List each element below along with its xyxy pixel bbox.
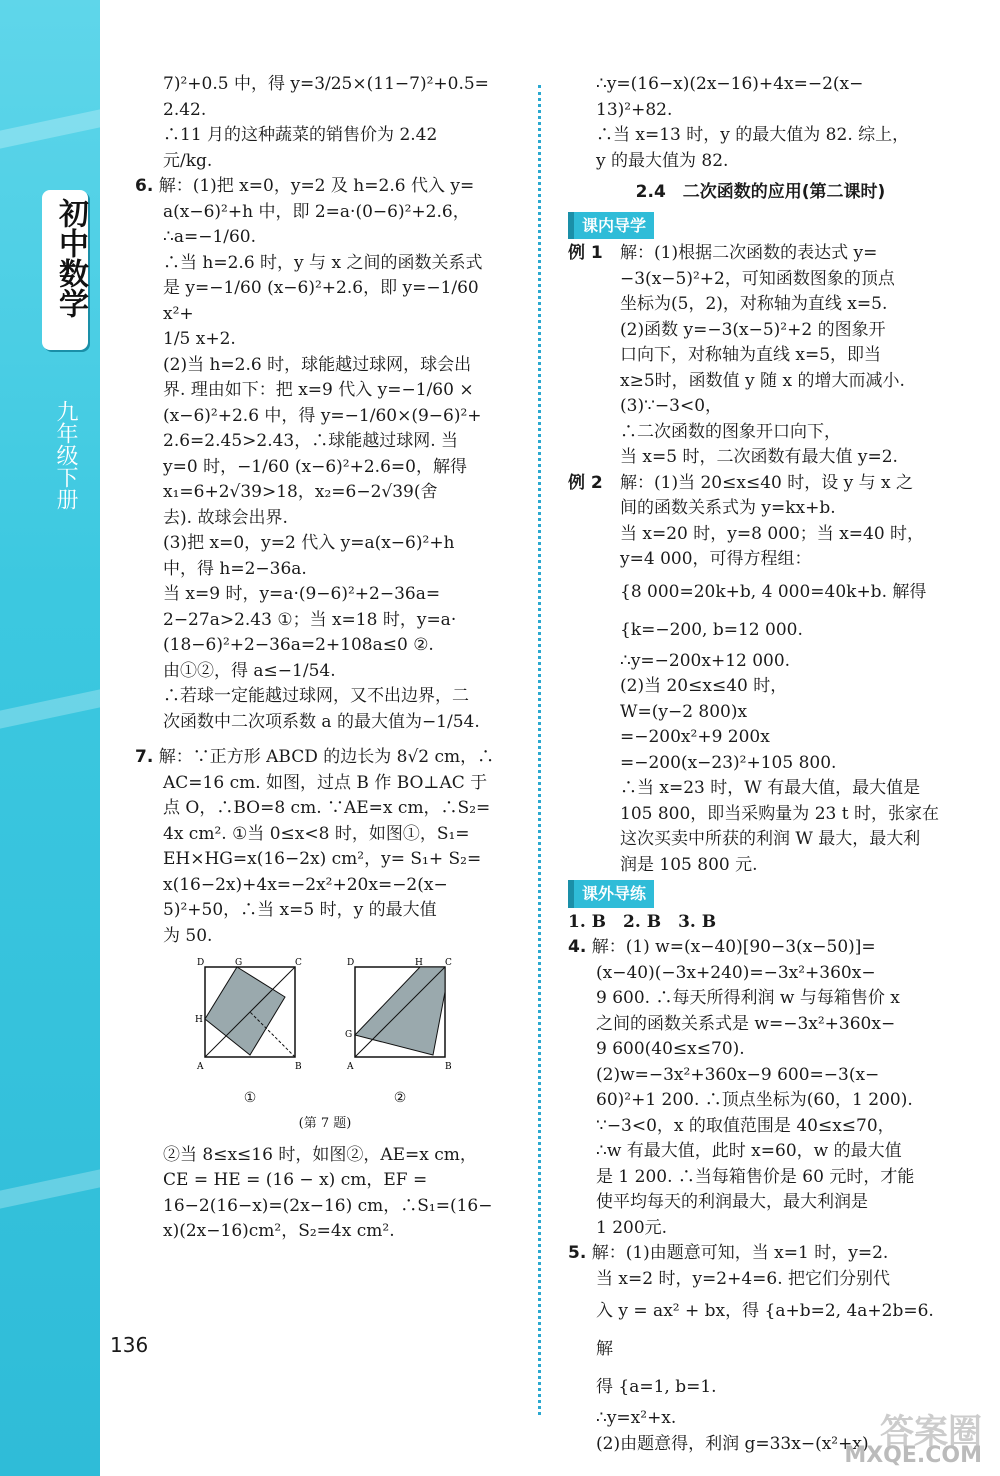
svg-text:D: D xyxy=(347,958,355,968)
text-line: 元/kg. xyxy=(163,150,213,171)
section-tag-homework: 课外导练 xyxy=(568,880,654,908)
text-line: (2)w=−3x²+360x−9 600=−3(x− xyxy=(596,1064,880,1085)
text-line: (2)由题意得，利润 g=33x−(x²+x) xyxy=(596,1433,869,1454)
book-title: 初中数学 xyxy=(53,198,88,318)
svg-text:G: G xyxy=(235,958,243,968)
text-line: 16−2(16−x)=(2x−16) cm，∴S₁=(16− xyxy=(163,1195,493,1216)
text-line: ∴y=x²+x. xyxy=(596,1408,677,1428)
text-line: =−200x²+9 200x xyxy=(620,727,770,747)
text-line: (3)把 x=0，y=2 代入 y=a(x−6)²+h xyxy=(163,533,455,553)
text-line: −3(x−5)²+2，可知函数图象的顶点 xyxy=(620,268,895,289)
text-line: 1/5 x+2. xyxy=(163,329,236,349)
text-line: (x−6)²+2.6 中，得 y=−1/60×(9−6)²+ xyxy=(163,405,482,426)
text-line: 2−27a>2.43 ①；当 x=18 时，y=a· xyxy=(163,609,457,630)
text-line: 之间的函数关系式是 w=−3x²+360x− xyxy=(596,1013,896,1034)
text-line: 点 O，∴BO=8 cm. ∵AE=x cm，∴S₂= xyxy=(163,798,491,818)
text-line: 润是 105 800 元. xyxy=(620,854,758,875)
text-line: {8 000=20k+b, 4 000=40k+b. 解得 {k=−200, b=12 000. xyxy=(620,581,927,640)
text-line: 解：(1)由题意可知，当 x=1 时，y=2. xyxy=(591,1243,889,1263)
text-line: 5)²+50，∴当 x=5 时，y 的最大值 xyxy=(163,900,437,920)
text-line: 解：(1) w=(x−40)[90−3(x−50)]= xyxy=(591,937,876,957)
watermark-logo: 答案圈 xyxy=(880,1412,982,1452)
text-line: x(16−2x)+4x=−2x²+20x=−2(x− xyxy=(163,874,448,895)
sidebar-stripe xyxy=(0,109,100,148)
text-line: 由①②，得 a≤−1/54. xyxy=(163,660,336,681)
text-line: 当 x=9 时，y=a·(9−6)²+2−36a= xyxy=(163,584,441,604)
text-line: 坐标为(5，2)，对称轴为直线 x=5. xyxy=(620,294,888,314)
text-line: ∴11 月的这种蔬菜的销售价为 2.42 xyxy=(163,125,438,145)
svg-text:B: B xyxy=(445,1062,452,1072)
text-line: =−200(x−23)²+105 800. xyxy=(620,752,837,773)
text-line: 解：(1)把 x=0，y=2 及 h=2.6 代入 y= xyxy=(158,176,475,196)
figure-caption: (第 7 题) xyxy=(298,1116,352,1131)
text-line: 当 x=2 时，y=2+4=6. 把它们分别代 xyxy=(596,1268,891,1289)
text-line: 是 1 200. ∴当每箱售价是 60 元时，才能 xyxy=(596,1166,915,1187)
text-line: ∴若球一定能越过球网，又不出边界，二 xyxy=(163,686,469,706)
svg-text:C: C xyxy=(295,958,302,968)
text-line: 当 x=5 时，二次函数有最大值 y=2. xyxy=(620,447,898,467)
svg-text:A: A xyxy=(197,1062,204,1072)
text-line: x₁=6+2√39>18，x₂=6−2√39(舍 xyxy=(163,482,438,502)
text-line: 1 200元. xyxy=(596,1217,668,1238)
section-title: 2.4 二次函数的应用(第二课时) xyxy=(635,182,886,202)
svg-text:D: D xyxy=(197,958,205,968)
text-line: ②当 8≤x≤16 时，如图②，AE=x cm， xyxy=(163,1144,477,1165)
text-line: 中，得 h=2−36a. xyxy=(163,558,307,579)
text-line: ∵−3<0，x 的取值范围是 40≤x≤70， xyxy=(596,1115,895,1136)
text-line: 解：(1)当 20≤x≤40 时，设 y 与 x 之 xyxy=(620,472,914,493)
text-line: 60)²+1 200. ∴顶点坐标为(60，1 200). xyxy=(596,1090,913,1110)
text-line: 2.42. xyxy=(163,99,207,120)
column-divider xyxy=(538,85,541,1415)
text-line: (2)函数 y=−3(x−5)²+2 的图象开 xyxy=(620,319,886,340)
text-line: 7)²+0.5 中，得 y=3/25×(11−7)²+0.5= xyxy=(163,74,489,94)
example-1 xyxy=(568,241,953,267)
figure-1 xyxy=(195,957,305,1111)
watermark-url: MXQE.COM xyxy=(844,1443,982,1468)
text-line: EH×HG=x(16−2x) cm²，y= S₁+ S₂= xyxy=(163,849,482,869)
text-line: 解：(1)根据二次函数的表达式 y= xyxy=(620,243,878,263)
question-number: 6. xyxy=(135,176,154,196)
text-line: ∴当 x=13 时，y 的最大值为 82. 综上， xyxy=(596,125,910,145)
text-line: 为 50. xyxy=(163,925,213,946)
text-line: a(x−6)²+h 中，即 2=a·(0−6)²+2.6， xyxy=(163,201,470,222)
question-number: 7. xyxy=(135,747,154,767)
square-diagram-2 xyxy=(345,957,455,1077)
sidebar xyxy=(0,0,100,1476)
text-line: x≥5时，函数值 y 随 x 的增大而减小. xyxy=(620,370,905,391)
sidebar-stripe xyxy=(0,689,100,728)
text-line: 是 y=−1/60 (x−6)²+2.6，即 y=−1/60 x²+ xyxy=(163,278,479,324)
text-line: x)(2x−16)cm²，S₂=4x cm². xyxy=(163,1221,395,1241)
left-column xyxy=(135,72,513,1245)
book-title-box xyxy=(42,190,88,350)
text-line: (x−40)(−3x+240)=−3x²+360x− xyxy=(596,962,876,983)
text-line: 解：∵正方形 ABCD 的边长为 8√2 cm，∴ xyxy=(158,747,495,767)
text-line: 当 x=20 时，y=8 000；当 x=40 时， xyxy=(620,523,925,544)
question-6 xyxy=(135,174,513,200)
figure-1-label: ① xyxy=(243,1089,257,1106)
text-line: 口向下，对称轴为直线 x=5，即当 xyxy=(620,345,882,365)
example-label: 例 1 xyxy=(568,243,603,263)
question-5 xyxy=(568,1241,953,1267)
section-tag-classroom: 课内导学 xyxy=(568,212,654,240)
text-line: y=4 000，可得方程组： xyxy=(620,549,812,569)
example-label: 例 2 xyxy=(568,472,603,493)
question-number: 4. xyxy=(568,937,587,957)
text-line: 13)²+82. xyxy=(596,99,673,120)
svg-text:B: B xyxy=(295,1062,302,1072)
text-line: ∴当 x=23 时，W 有最大值，最大值是 xyxy=(620,778,921,798)
text-line: 入 y = ax² + bx，得 {a+b=2, 4a+2b=6. 解 xyxy=(596,1301,934,1359)
answers-1-3: 1. B 2. B 3. B xyxy=(568,911,717,932)
text-line: y 的最大值为 82. xyxy=(596,150,729,171)
text-line: CE = HE = (16 − x) cm，EF = xyxy=(163,1170,428,1190)
watermark xyxy=(844,1412,982,1468)
text-line: ∴a=−1/60. xyxy=(163,227,257,247)
text-line: 2.6=2.45>2.43，∴球能越过球网. 当 xyxy=(163,431,459,451)
svg-text:C: C xyxy=(445,958,452,968)
text-line: (2)当 20≤x≤40 时， xyxy=(620,676,788,696)
text-line: y=0 时，−1/60 (x−6)²+2.6=0，解得 xyxy=(163,456,467,477)
question-4 xyxy=(568,935,953,961)
text-line: 界. 理由如下：把 x=9 代入 y=−1/60 × xyxy=(163,380,474,400)
figure-row xyxy=(175,957,475,1111)
sidebar-stripe xyxy=(0,1169,100,1208)
text-line: W=(y−2 800)x xyxy=(620,701,748,722)
question-7 xyxy=(135,745,513,771)
text-line: (3)∵−3<0， xyxy=(620,396,723,416)
square-diagram-1 xyxy=(195,957,305,1077)
text-line: (18−6)²+2−36a=2+108a≤0 ②. xyxy=(163,635,434,655)
text-line: ∴w 有最大值，此时 x=60，w 的最大值 xyxy=(596,1141,902,1161)
text-line: (2)当 h=2.6 时，球能越过球网，球会出 xyxy=(163,354,472,375)
text-line: 4x cm². ①当 0≤x<8 时，如图①，S₁= xyxy=(163,823,470,844)
text-line: 去). 故球会出界. xyxy=(163,507,288,528)
text-line: 使平均每天的利润最大，最大利润是 xyxy=(596,1192,868,1212)
grade-label: 九年级下册 xyxy=(53,400,78,510)
text-line: 9 600(40≤x≤70). xyxy=(596,1039,745,1059)
svg-text:H: H xyxy=(415,958,423,968)
question-number: 5. xyxy=(568,1243,587,1263)
text-line: ∴二次函数的图象开口向下， xyxy=(620,421,841,442)
svg-text:H: H xyxy=(195,1015,203,1025)
text-line: 次函数中二次项系数 a 的最大值为−1/54. xyxy=(163,711,480,732)
page-number: 136 xyxy=(110,1333,149,1357)
text-line: AC=16 cm. 如图，过点 B 作 BO⊥AC 于 xyxy=(163,772,488,793)
svg-text:G: G xyxy=(345,1030,353,1040)
text-line: 105 800，即当采购量为 23 t 时，张家在 xyxy=(620,803,939,824)
text-line: ∴y=(16−x)(2x−16)+4x=−2(x− xyxy=(596,74,864,94)
svg-text:A: A xyxy=(347,1062,354,1072)
right-column xyxy=(568,72,953,1457)
text-line: ∴当 h=2.6 时，y 与 x 之间的函数关系式 xyxy=(163,252,483,273)
text-line: ∴y=−200x+12 000. xyxy=(620,650,791,671)
text-line: 9 600. ∴每天所得利润 w 与每箱售价 x xyxy=(596,988,900,1008)
text-line: 间的函数关系式为 y=kx+b. xyxy=(620,498,836,518)
text-line: 得 {a=1, b=1. xyxy=(596,1377,717,1397)
text-line: 这次买卖中所获的利润 W 最大，最大利 xyxy=(620,829,921,849)
figure-2-label: ② xyxy=(393,1089,407,1106)
figure-2 xyxy=(345,957,455,1111)
example-2 xyxy=(568,471,953,497)
